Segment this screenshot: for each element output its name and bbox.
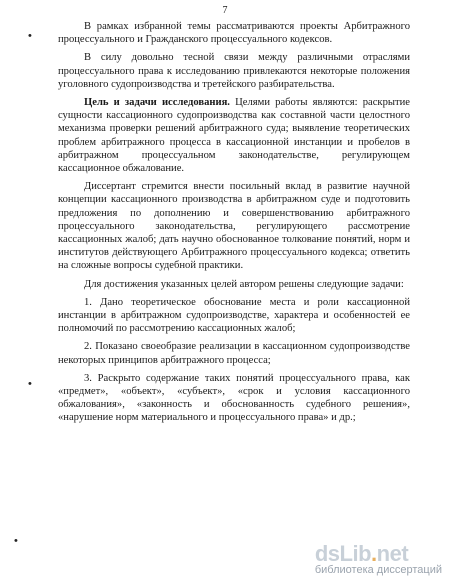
watermark-logo: dsLib.net	[314, 541, 409, 566]
paragraph-goals	[58, 96, 410, 175]
paragraph-related-branches: В силу довольно тесной связи между различными отраслями процессуального права к исследованию привлекаются некоторые положения уголовного судопроизводства и третейского разбирательства.	[58, 52, 410, 90]
paragraph-contribution: Дисcертант стремится внести посильный вклад в развитие научной концепции кассационного производства в арбитражном суде и подготовить предложения по дополнению и совершенствованию арбитражного процессуального законодательства, регулирующего рассмотрение кассационных жалоб; дать научно обоснованное толкование понятий, норм и институтов действующего Арбитражного процессуального кодекса; ответить на сложные вопросы судебной практики.	[58, 181, 410, 272]
body-text	[58, 20, 410, 430]
watermark-subtitle: библиотека диссертаций	[314, 564, 442, 576]
margin-mark-bottom: •	[14, 535, 18, 547]
margin-mark-top: •	[28, 30, 32, 42]
goals-heading: Цель и задачи исследования.	[84, 97, 230, 109]
paragraph-tasks-intro: Для достижения указанных целей автором решены следующие задачи:	[84, 278, 404, 290]
paragraph-scope: В рамках избранной темы рассматриваются проекты Арбитражного процессуального и Гражданского процессуального кодексов.	[58, 21, 410, 46]
goals-text: Целями работы являются: раскрытие сущности кассационного судопроизводства как составной части целостного механизма проверки решений арбитражного суда; выявление теоретических проблем арбитражного процесса в кассационной инстанции и пробелов в арбитражном процессуальном законодательстве, регулирующем кассационное обжалование.	[58, 97, 410, 175]
page-number: 7	[222, 5, 228, 16]
watermark	[315, 541, 442, 576]
margin-mark-middle: •	[28, 378, 32, 390]
task-item-2: 2. Показано своеобразие реализации в кассационном судопроизводстве некоторых принципов арбитражного процесса;	[58, 341, 410, 366]
task-item-1: 1. Дано теоретическое обоснование места и роли кассационной инстанции в арбитражном судопроизводстве, характера и особенностей ее полномочий по рассмотрению кассационных жалоб;	[58, 296, 410, 335]
task-item-3: 3. Раскрыто содержание таких понятий процессуального права, как «предмет», «объект», «субъект», «срок и условия кассационного обжалования», «законность и обоснованность судебного решения», «нарушение норм материального и процессуального права» и др.;	[58, 372, 410, 424]
